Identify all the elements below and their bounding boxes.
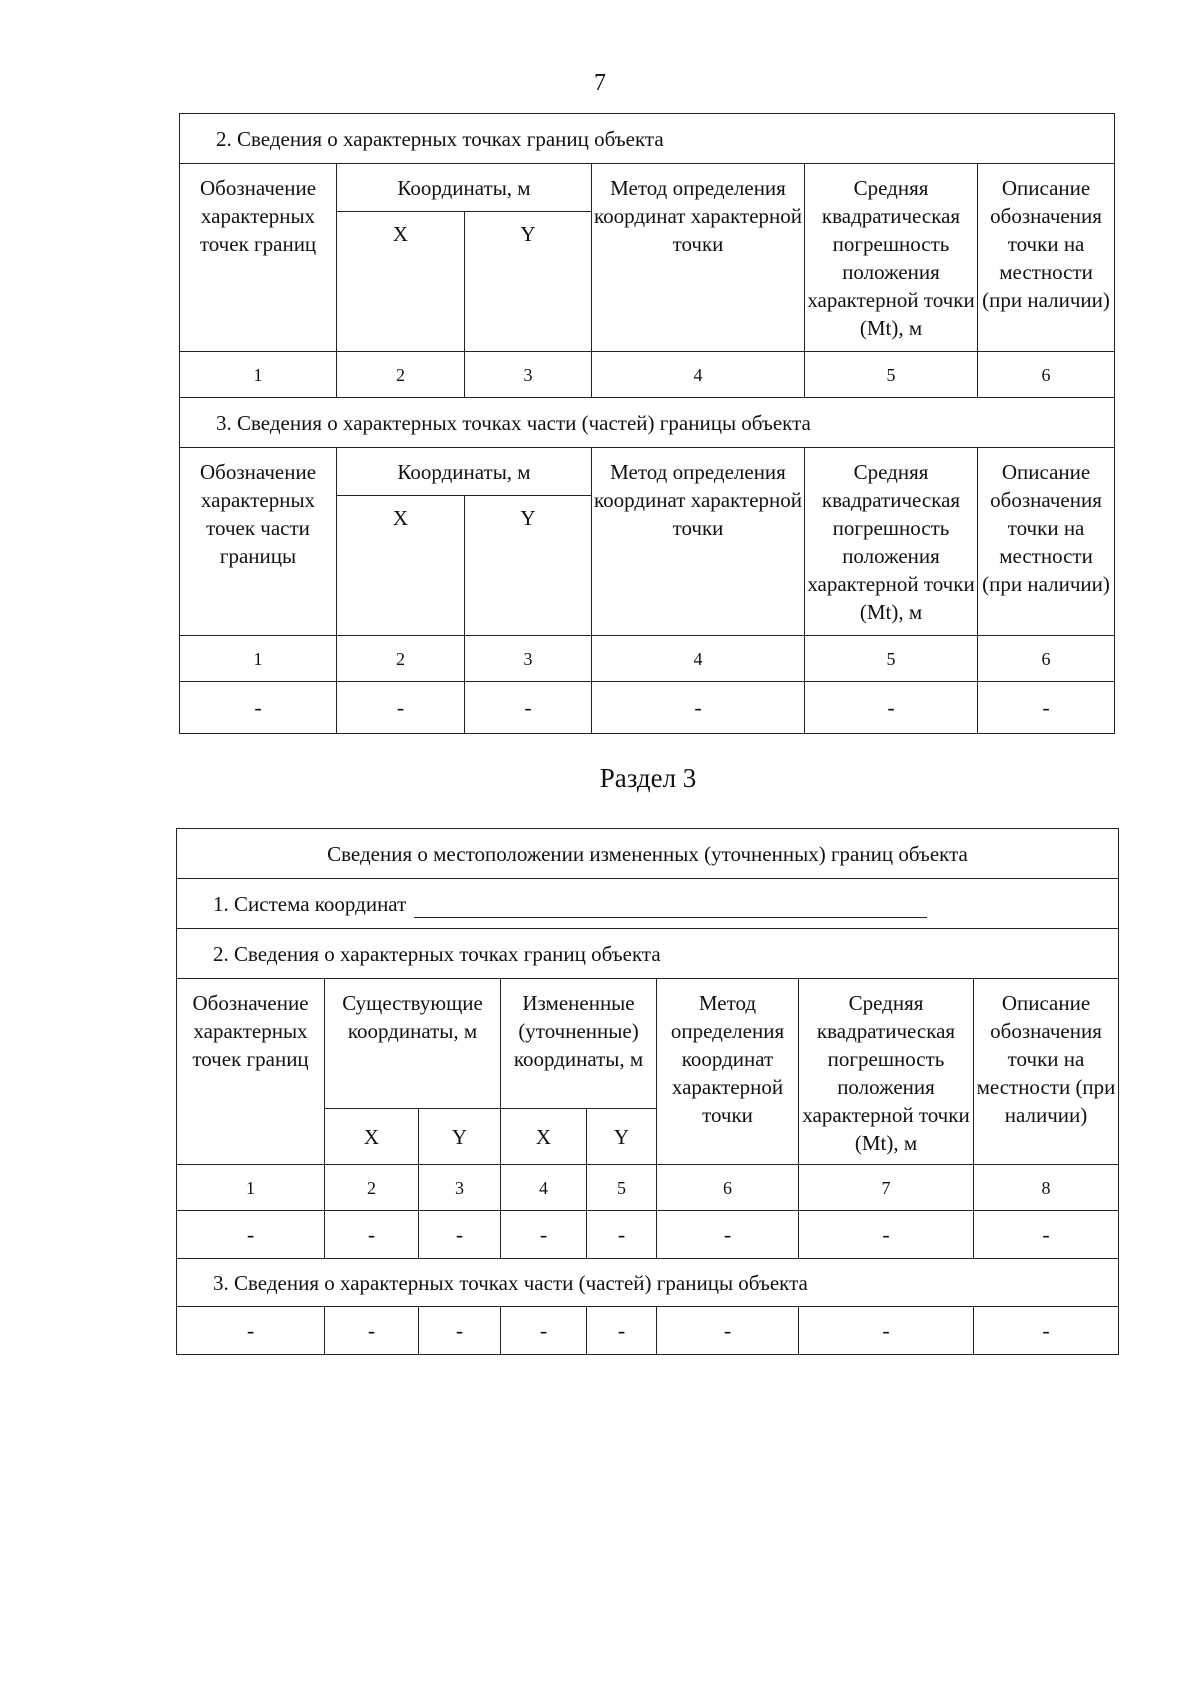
empty-cell: -	[419, 1211, 501, 1259]
header-y-existing: Y	[419, 1109, 501, 1165]
header-designation: Обозначение характерных точек границ	[180, 164, 337, 352]
column-number: 3	[419, 1165, 501, 1211]
empty-cell: -	[799, 1211, 974, 1259]
header-error: Средняя квадратическая погрешность положения характерной точки (Mt), м	[805, 448, 978, 636]
column-number: 7	[799, 1165, 974, 1211]
header-existing-coordinates: Существующие координаты, м	[325, 979, 501, 1109]
empty-cell: -	[799, 1307, 974, 1355]
column-number: 2	[325, 1165, 419, 1211]
header-method: Метод определения координат характерной точки	[592, 164, 805, 352]
column-number: 5	[805, 352, 978, 398]
section-2-title: 2. Сведения о характерных точках границ объекта	[177, 929, 1119, 979]
header-x: X	[337, 496, 465, 636]
column-number: 4	[592, 352, 805, 398]
changed-boundaries-table	[176, 828, 1119, 1355]
section-2-title: 2. Сведения о характерных точках границ объекта	[180, 114, 1115, 164]
header-x-changed: X	[501, 1109, 587, 1165]
column-number: 3	[465, 636, 592, 682]
column-number: 1	[180, 636, 337, 682]
empty-cell: -	[657, 1211, 799, 1259]
main-title: Сведения о местоположении измененных (уточненных) границ объекта	[177, 829, 1119, 879]
header-designation: Обозначение характерных точек границ	[177, 979, 325, 1165]
empty-cell: -	[465, 682, 592, 734]
empty-cell: -	[501, 1307, 587, 1355]
header-description: Описание обозначения точки на местности (при наличии)	[978, 164, 1115, 352]
header-changed-coordinates: Измененные (уточненные) координаты, м	[501, 979, 657, 1109]
empty-cell: -	[177, 1307, 325, 1355]
coordinate-system-blank	[414, 895, 927, 918]
empty-cell: -	[587, 1307, 657, 1355]
empty-cell: -	[325, 1211, 419, 1259]
empty-cell: -	[180, 682, 337, 734]
column-number: 1	[180, 352, 337, 398]
coordinate-system-label: 1. Система координат	[213, 891, 407, 916]
column-number: 3	[465, 352, 592, 398]
header-y-changed: Y	[587, 1109, 657, 1165]
header-description: Описание обозначения точки на местности (при наличии)	[978, 448, 1115, 636]
header-x: X	[337, 212, 465, 352]
column-number: 5	[805, 636, 978, 682]
section-3-title: 3. Сведения о характерных точках части (частей) границы объекта	[180, 398, 1115, 448]
empty-cell: -	[337, 682, 465, 734]
header-coordinates: Координаты, м	[337, 164, 592, 212]
empty-cell: -	[501, 1211, 587, 1259]
column-number: 8	[974, 1165, 1119, 1211]
column-number: 6	[657, 1165, 799, 1211]
header-x-existing: X	[325, 1109, 419, 1165]
header-method: Метод определения координат характерной точки	[592, 448, 805, 636]
empty-cell: -	[978, 682, 1115, 734]
empty-cell: -	[419, 1307, 501, 1355]
column-number: 5	[587, 1165, 657, 1211]
page-number: 7	[594, 70, 606, 96]
empty-cell: -	[974, 1307, 1119, 1355]
column-number: 2	[337, 352, 465, 398]
boundary-points-table	[179, 113, 1115, 734]
empty-cell: -	[974, 1211, 1119, 1259]
column-number: 4	[501, 1165, 587, 1211]
header-designation: Обозначение характерных точек части границы	[180, 448, 337, 636]
section-heading: Раздел 3	[599, 763, 697, 793]
column-number: 2	[337, 636, 465, 682]
header-description: Описание обозначения точки на местности (при наличии)	[974, 979, 1119, 1165]
empty-cell: -	[177, 1211, 325, 1259]
section-3-title: 3. Сведения о характерных точках части (частей) границы объекта	[177, 1259, 1119, 1307]
header-error: Средняя квадратическая погрешность положения характерной точки (Mt), м	[805, 164, 978, 352]
empty-cell: -	[592, 682, 805, 734]
header-coordinates: Координаты, м	[337, 448, 592, 496]
header-error: Средняя квадратическая погрешность положения характерной точки (Mt), м	[799, 979, 974, 1165]
empty-cell: -	[587, 1211, 657, 1259]
header-y: Y	[465, 496, 592, 636]
column-number: 6	[978, 352, 1115, 398]
header-method: Метод определения координат характерной точки	[657, 979, 799, 1165]
column-number: 6	[978, 636, 1115, 682]
header-y: Y	[465, 212, 592, 352]
empty-cell: -	[325, 1307, 419, 1355]
column-number: 4	[592, 636, 805, 682]
empty-cell: -	[657, 1307, 799, 1355]
empty-cell: -	[805, 682, 978, 734]
coordinate-system-row	[177, 879, 1119, 929]
column-number: 1	[177, 1165, 325, 1211]
